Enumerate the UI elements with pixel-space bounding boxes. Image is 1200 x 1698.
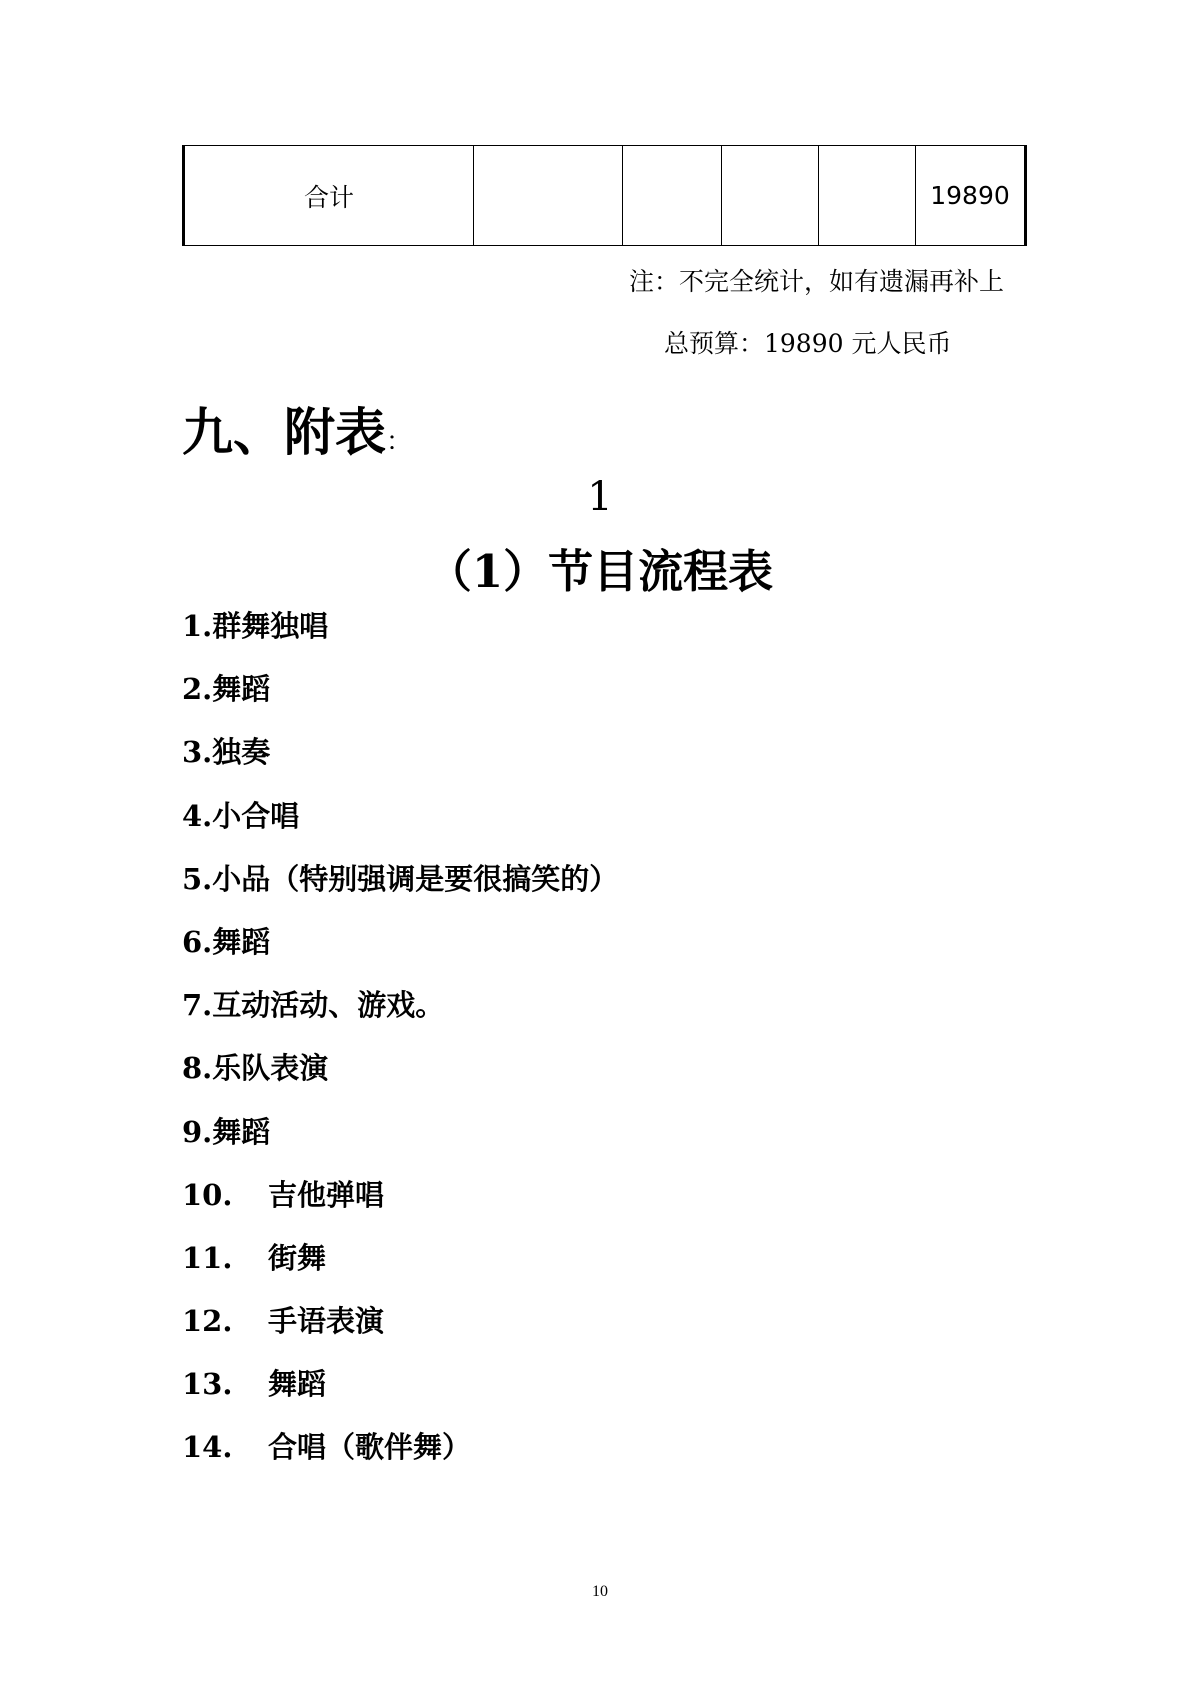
program-list: [182, 608, 1062, 1493]
appendix-index: 1: [587, 474, 613, 520]
program-list-item: [182, 1050, 1062, 1113]
budget-total: 总预算：19890 元人民币: [664, 329, 952, 358]
program-item-title: 舞蹈: [212, 672, 271, 707]
program-item-number: 3.: [182, 735, 213, 770]
program-item-title: 合唱（歌伴舞）: [268, 1430, 472, 1465]
program-item-title: 吉他弹唱: [268, 1177, 385, 1212]
budget-table: [182, 145, 1027, 246]
table-cell: [819, 146, 916, 246]
section-heading: [182, 391, 412, 465]
program-item-title: 独奏: [212, 735, 271, 770]
table-cell: [722, 146, 819, 246]
program-item-number: 1.: [182, 609, 213, 643]
program-list-item: [182, 608, 1062, 671]
program-list-item: [182, 861, 1062, 924]
program-item-number: 6.: [182, 924, 213, 959]
program-item-number: 10.: [182, 1177, 233, 1212]
program-item-number: 7.: [182, 988, 213, 1023]
program-list-item: [182, 1114, 1062, 1177]
program-item-number: 5.: [182, 861, 213, 896]
appendix-title: （1）节目流程表: [426, 545, 774, 598]
program-item-number: 4.: [182, 798, 213, 833]
program-list-item: [182, 1429, 1062, 1492]
program-list-item: [182, 671, 1062, 734]
program-list-item: [182, 734, 1062, 797]
program-list-item: [182, 987, 1062, 1050]
program-list-item: [182, 1177, 1062, 1240]
page-number: 10: [592, 1583, 608, 1600]
program-item-title: 群舞独唱: [212, 609, 329, 643]
program-list-item: [182, 1240, 1062, 1303]
table-row-total: [184, 146, 1026, 246]
program-item-number: 8.: [182, 1051, 213, 1086]
program-list-item: [182, 1366, 1062, 1429]
program-item-number: 11.: [182, 1240, 233, 1275]
program-list-item: [182, 924, 1062, 987]
total-label-cell: 合计: [184, 146, 474, 246]
program-item-title: 街舞: [268, 1240, 327, 1275]
table-cell: [623, 146, 722, 246]
section-heading-colon: ：: [386, 427, 413, 457]
program-item-number: 14.: [182, 1430, 233, 1465]
program-item-title: 小品（特别强调是要很搞笑的）: [212, 861, 619, 896]
section-heading-text: 九、附表: [182, 404, 387, 463]
program-item-number: 9.: [182, 1114, 213, 1149]
program-item-title: 互动活动、游戏。: [212, 988, 445, 1023]
total-amount-cell: 19890: [916, 146, 1026, 246]
program-item-title: 舞蹈: [212, 924, 271, 959]
program-item-title: 手语表演: [268, 1304, 385, 1339]
program-item-number: 13.: [182, 1367, 233, 1402]
table-note: 注：不完全统计，如有遗漏再补上: [628, 267, 1004, 296]
program-item-title: 舞蹈: [212, 1114, 271, 1149]
program-item-number: 2.: [182, 672, 213, 707]
program-item-title: 舞蹈: [268, 1367, 327, 1402]
table-cell: [474, 146, 623, 246]
program-list-item: [182, 798, 1062, 861]
program-item-title: 小合唱: [212, 798, 300, 833]
program-item-number: 12.: [182, 1304, 233, 1339]
program-list-item: [182, 1303, 1062, 1366]
program-item-title: 乐队表演: [212, 1051, 329, 1086]
